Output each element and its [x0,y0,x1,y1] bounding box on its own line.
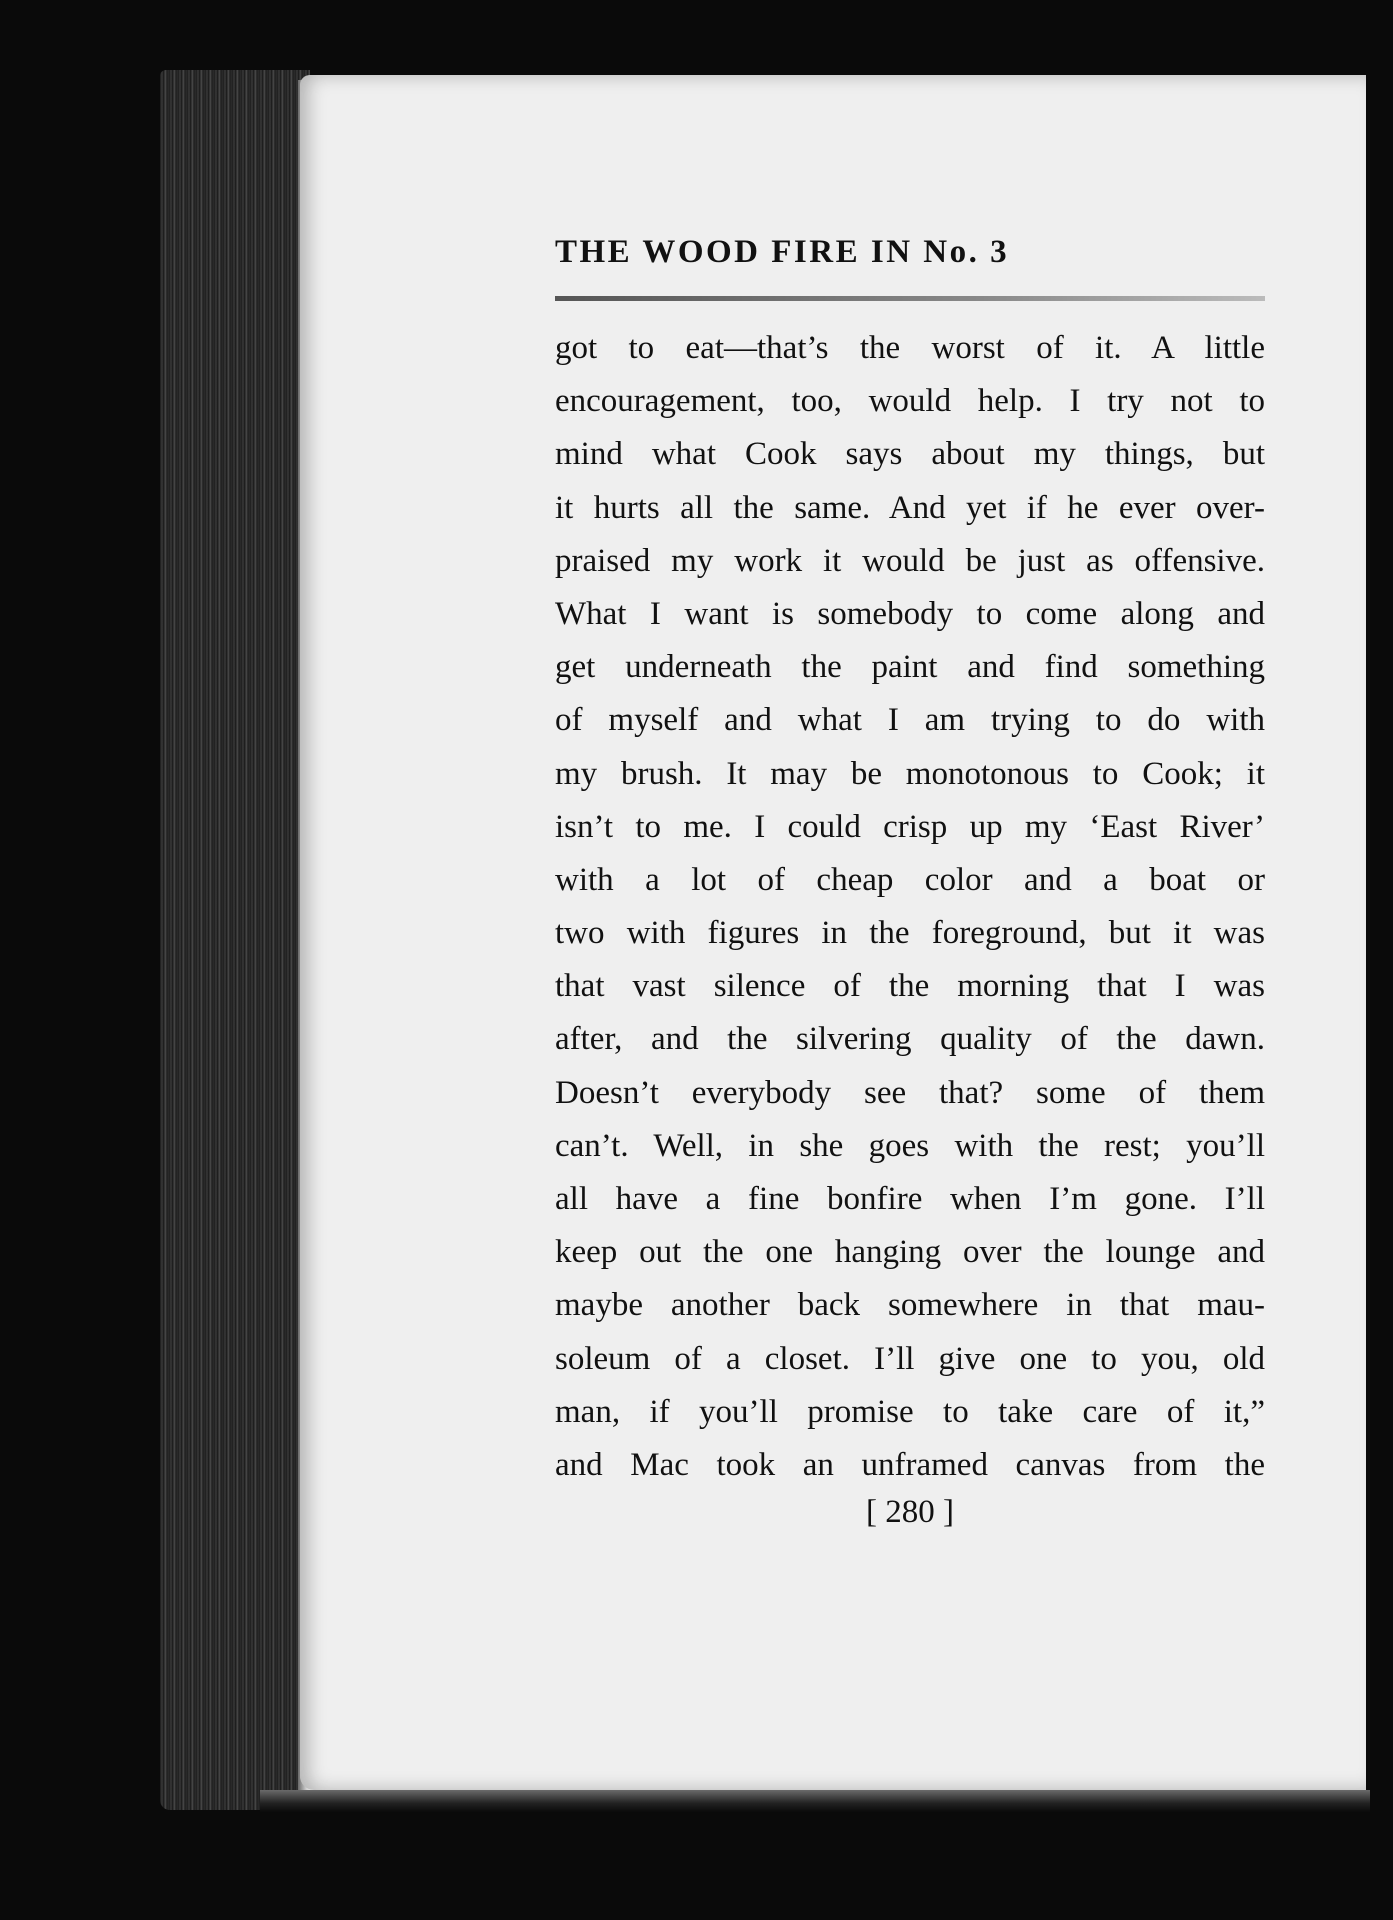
text-line: can’t. Well, in she goes with the rest; you’ll [555,1127,1265,1164]
text-line: my brush. It may be monotonous to Cook; it [555,755,1265,792]
text-line: got to eat—that’s the worst of it. A little [555,330,1265,366]
text-line: man, if you’ll promise to take care of it,” [555,1393,1265,1430]
book-page-edges [160,70,310,1810]
book-bottom-edge [260,1790,1370,1812]
text-line: maybe another back somewhere in that mau- [555,1287,1265,1324]
text-line: encouragement, too, would help. I try not to [555,383,1265,420]
running-header: THE WOOD FIRE IN No. 3 [555,234,1010,270]
text-line: praised my work it would be just as offensive. [555,542,1265,579]
text-line: all have a fine bonfire when I’m gone. I’ll [555,1181,1265,1217]
text-line: get underneath the paint and find something [555,649,1265,686]
text-line: it hurts all the same. And yet if he ever over- [555,489,1265,526]
text-line: keep out the one hanging over the lounge and [555,1234,1265,1271]
text-line: with a lot of cheap color and a boat or [555,861,1265,898]
text-line: two with figures in the foreground, but it was [555,915,1265,952]
body-text [555,322,1265,1492]
text-line: that vast silence of the morning that I was [555,968,1265,1005]
text-line: and Mac took an unframed canvas from the [555,1446,1265,1483]
text-line: Doesn’t everybody see that? some of them [555,1074,1265,1111]
text-line: soleum of a closet. I’ll give one to you, old [555,1340,1265,1377]
text-line: after, and the silvering quality of the dawn. [555,1021,1265,1058]
text-line: of myself and what I am trying to do with [555,702,1265,739]
text-line: isn’t to me. I could crisp up my ‘East River’ [555,808,1265,845]
right-shadow [1366,70,1382,1810]
header-rule [555,296,1265,301]
text-line: What I want is somebody to come along and [555,595,1265,632]
text-line: mind what Cook says about my things, but [555,436,1265,473]
page-number: [ 280 ] [866,1494,954,1530]
